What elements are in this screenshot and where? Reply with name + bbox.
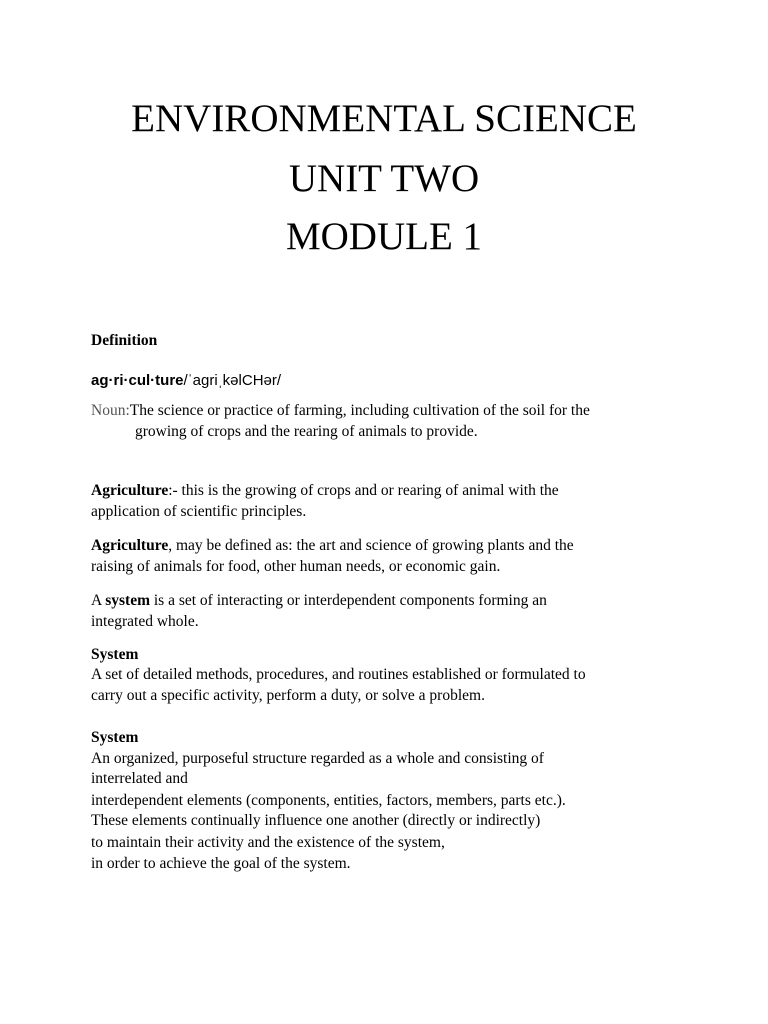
- title-line-3: MODULE 1: [285, 215, 483, 258]
- dictionary-meaning-line-1: [91, 400, 590, 421]
- para2-term: Agriculture: [91, 537, 169, 554]
- dictionary-meaning-line-2: growing of crops and the rearing of animals to provide.: [135, 423, 478, 440]
- definition-heading: Definition: [91, 332, 158, 349]
- system2-heading: System: [91, 729, 139, 746]
- title-line-1: ENVIRONMENTAL SCIENCE: [131, 97, 637, 140]
- para2-text-1: , may be defined as: the art and science of growing plants and the: [168, 537, 574, 554]
- meaning-text-1: The science or practice of farming, including cultivation of the soil for the: [129, 402, 590, 419]
- dictionary-pronunciation: /ˈagriˌkəlCHər/: [183, 372, 282, 389]
- title-line-2: UNIT TWO: [288, 157, 480, 200]
- para2-line-1: [91, 535, 574, 556]
- system2-line-5: to maintain their activity and the existence of the system,: [91, 834, 445, 851]
- system1-line-1: A set of detailed methods, procedures, and routines established or formulated to: [91, 666, 586, 683]
- para3-line-2: integrated whole.: [91, 613, 199, 630]
- para3-text-1: is a set of interacting or interdependent components forming an: [150, 592, 547, 609]
- para3-term: system: [105, 592, 150, 609]
- para1-line-2: application of scientific principles.: [91, 503, 307, 520]
- para3-line-1: [91, 590, 547, 611]
- dictionary-word: ag·ri·cul·ture: [91, 372, 184, 389]
- para1-line-1: [91, 480, 559, 501]
- para2-line-2: raising of animals for food, other human needs, or economic gain.: [91, 558, 501, 575]
- system2-line-6: in order to achieve the goal of the system.: [91, 855, 351, 872]
- dictionary-entry: [91, 370, 281, 391]
- system1-line-2: carry out a specific activity, perform a duty, or solve a problem.: [91, 687, 485, 704]
- para1-text-1: :- this is the growing of crops and or rearing of animal with the: [168, 482, 559, 499]
- system2-line-3: interdependent elements (components, entities, factors, members, parts etc.).: [91, 792, 566, 809]
- para3-prefix: A: [91, 592, 106, 609]
- system2-line-4: These elements continually influence one another (directly or indirectly): [91, 812, 541, 829]
- part-of-speech: Noun:: [91, 402, 130, 419]
- system1-heading: System: [91, 646, 139, 663]
- para1-term: Agriculture: [91, 482, 169, 499]
- system2-line-2: interrelated and: [91, 770, 188, 787]
- system2-line-1: An organized, purposeful structure regarded as a whole and consisting of: [91, 750, 544, 767]
